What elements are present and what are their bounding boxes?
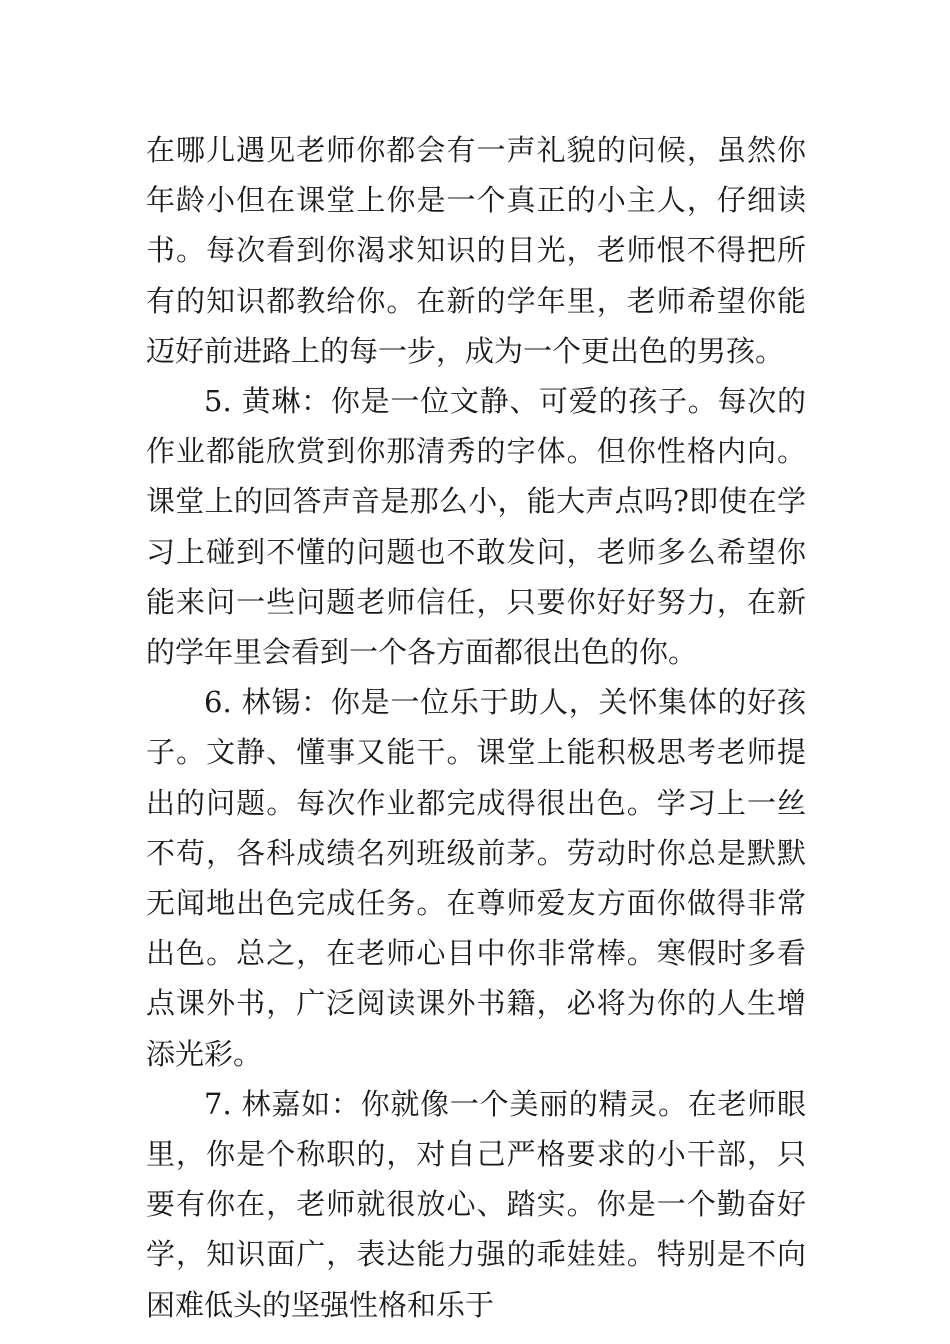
paragraph-item-6: 6. 林锡：你是一位乐于助人，关怀集体的好孩子。文静、懂事又能干。课堂上能积极思考老师提出的问题。每次作业都完成得很出色。学习上一丝不苟，各科成绩名列班级前茅。劳动时你总是默默无闻地出色完成任务。在尊师爱友方面你做得非常出色。总之，在老师心目中你非常棒。寒假时多看点课外书，广泛阅读课外书籍，必将为你的人生增添光彩。: [146, 685, 806, 1071]
paragraph-item-7: 7. 林嘉如：你就像一个美丽的精灵。在老师眼里，你是个称职的，对自己严格要求的小干部，只要有你在，老师就很放心、踏实。你是一个勤奋好学，知识面广，表达能力强的乖娃娃。特别是不向困难低头的坚强性格和乐于: [146, 1086, 806, 1322]
paragraph-continued: 在哪儿遇见老师你都会有一声礼貌的问候，虽然你年龄小但在课堂上你是一个真正的小主人，仔细读书。每次看到你渴求知识的目光，老师恨不得把所有的知识都教给你。在新的学年里，老师希望你能迈好前进路上的每一步，成为一个更出色的男孩。: [146, 133, 806, 368]
document-body: [146, 125, 806, 1330]
paragraph-item-5: 5. 黄琳：你是一位文静、可爱的孩子。每次的作业都能欣赏到你那清秀的字体。但你性格内向。课堂上的回答声音是那么小，能大声点吗?即使在学习上碰到不懂的问题也不敢发问，老师多么希望你能来问一些问题老师信任，只要你好好努力，在新的学年里会看到一个各方面都很出色的你。: [146, 384, 806, 670]
